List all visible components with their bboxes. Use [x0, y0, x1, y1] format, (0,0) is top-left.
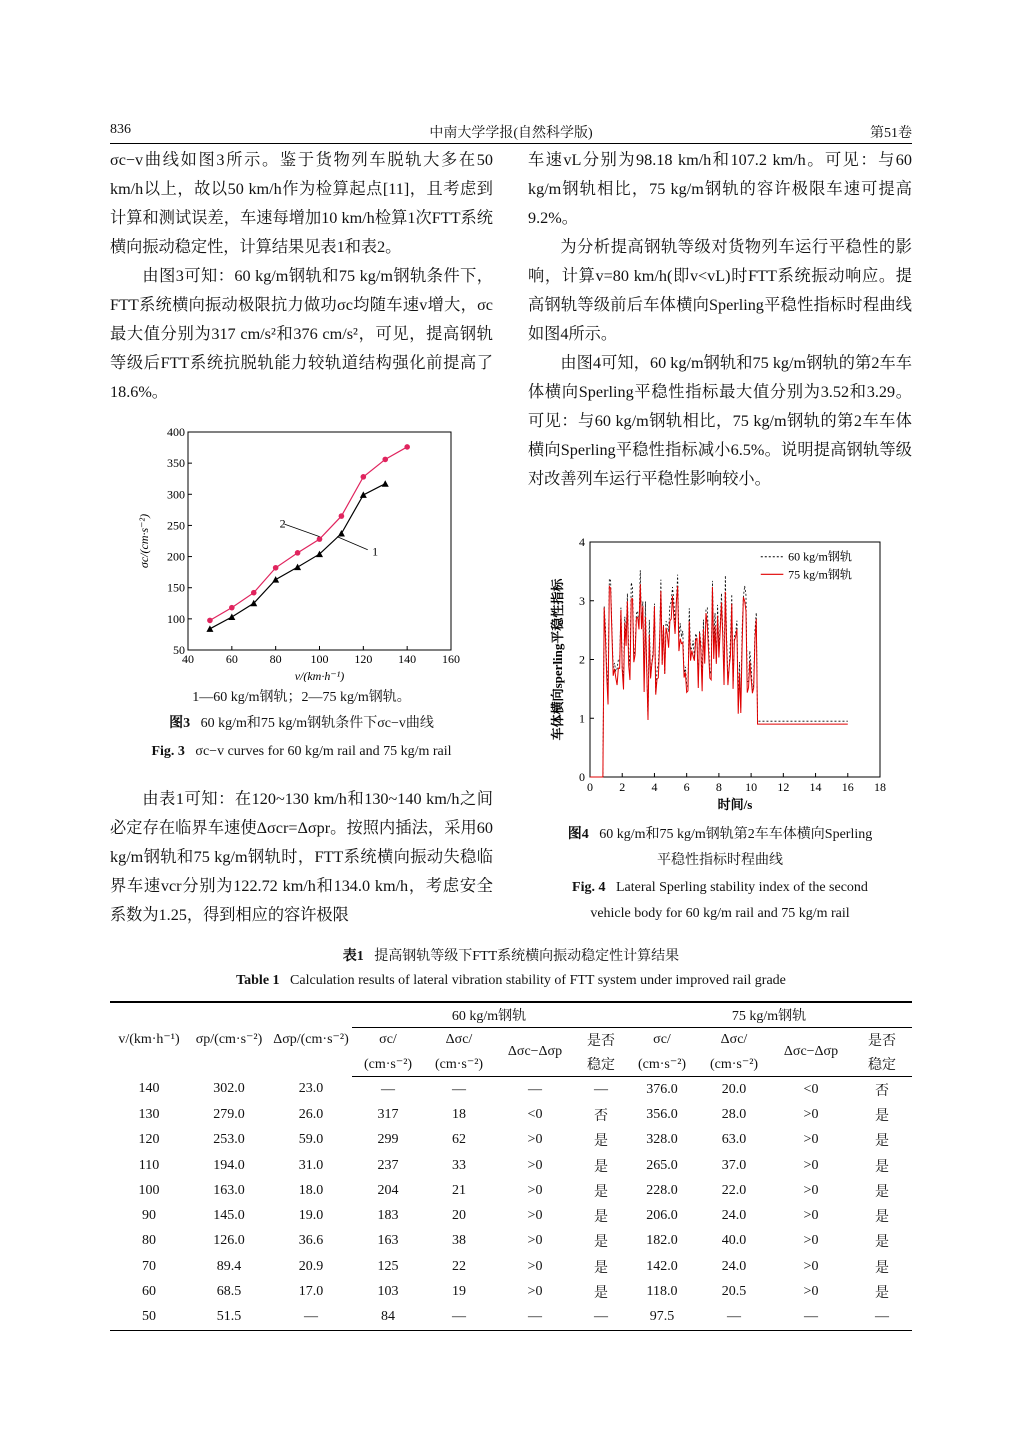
right-paragraph-2: 为分析提高钢轨等级对货物列车运行平稳性的影响，计算v=80 km/h(即v<vL)时FTT系统振动响应。提高钢轨等级前后车体横向Sperling平稳性指标时程曲线如图4所示。 [528, 238, 912, 343]
figure-4-caption-cn-text-2: 平稳性指标时程曲线 [657, 853, 783, 868]
y-tick-label: 250 [167, 518, 185, 533]
table-cell: 是 [875, 1184, 889, 1200]
table-1-caption-en [110, 973, 912, 989]
data-point [206, 625, 213, 632]
table-cell: 是 [875, 1260, 889, 1276]
table-cell: >0 [803, 1182, 819, 1198]
table-cell: <0 [803, 1081, 819, 1097]
table-1-caption-cn [110, 945, 912, 965]
header-group-75: 75 kg/m钢轨 [626, 1002, 912, 1028]
table-cell: 142.0 [646, 1258, 678, 1274]
left-column-top [110, 146, 493, 407]
table-cell: 20.5 [721, 1284, 747, 1300]
table-1-label-cn: 表1 [342, 949, 364, 964]
data-point [361, 474, 367, 480]
table-cell: >0 [527, 1258, 543, 1274]
running-header [110, 122, 912, 142]
table-cell: 是 [875, 1159, 889, 1175]
table-cell: 是 [594, 1134, 608, 1150]
table-row [110, 1229, 912, 1254]
left-column-bottom [110, 785, 493, 930]
x-tick-label: 100 [310, 652, 329, 666]
table-cell: 38 [452, 1233, 466, 1249]
figure-3-chart [130, 420, 475, 682]
table-cell: 37.0 [721, 1157, 747, 1173]
page-number: 836 [110, 122, 131, 137]
curve-label-2-leader [284, 524, 319, 536]
figure-4-chart [545, 532, 895, 820]
y-tick-label: 0 [579, 770, 585, 784]
x-tick-label: 0 [587, 780, 593, 794]
table-cell: 237 [377, 1157, 399, 1173]
table-cell: 60 [142, 1284, 156, 1300]
table-cell: 302.0 [213, 1081, 245, 1097]
header-stable-75-2: 稳定 [852, 1052, 912, 1077]
table-cell: 19.0 [298, 1208, 324, 1224]
x-tick-label: 8 [715, 780, 722, 794]
table-cell: 70 [142, 1258, 156, 1274]
header-delta-sigma-c-75: Δσc/ [720, 1032, 748, 1047]
left-paragraph-2: 由图3可知：60 kg/m钢轨和75 kg/m钢轨条件下，FTT系统横向振动极限抗力做功σc均随车速v增大，σc最大值分别为317 cm/s²和376 cm/s²，可见，提高钢轨等级后FTT系统抗脱轨能力较轨道结构强化前提高了18.6%。 [110, 267, 493, 401]
table-cell: 183 [377, 1208, 399, 1224]
x-tick-label: 18 [874, 780, 886, 794]
figure-4-caption-en-text-2: vehicle body for 60 kg/m rail and 75 kg/m rail [590, 906, 850, 921]
figure-4-caption-en-text-1: Lateral Sperling stability index of the second [616, 880, 868, 895]
header-v: v/(km·h⁻¹) [110, 1002, 188, 1077]
table-cell: 194.0 [213, 1157, 245, 1173]
table-cell: 24.0 [721, 1258, 747, 1274]
table-cell: >0 [803, 1284, 819, 1300]
table-cell: 是 [594, 1159, 608, 1175]
y-axis-label: 车体横向sperling平稳性指标 [550, 578, 565, 741]
y-tick-label: 50 [173, 643, 185, 657]
table-cell: 317 [377, 1106, 399, 1122]
figure-3-legend-note: 1—60 kg/m钢轨；2—75 kg/m钢轨。 [192, 690, 411, 705]
table-cell: 356.0 [646, 1106, 678, 1122]
y-tick-label: 400 [167, 425, 185, 439]
table-1-body [110, 1077, 912, 1331]
table-cell: 89.4 [216, 1258, 242, 1274]
x-tick-label: 2 [619, 780, 626, 794]
x-tick-label: 4 [651, 780, 658, 794]
series-75-line [590, 584, 848, 777]
table-cell: 63.0 [721, 1132, 747, 1148]
data-point [272, 576, 279, 583]
table-cell: 204 [377, 1182, 399, 1198]
table-cell: 125 [377, 1258, 399, 1274]
figure-3-label-en: Fig. 3 [151, 744, 185, 759]
table-cell: >0 [527, 1284, 543, 1300]
table-cell: 253.0 [213, 1132, 245, 1148]
journal-title: 中南大学学报(自然科学版) [429, 126, 593, 141]
table-cell: 80 [142, 1233, 156, 1249]
x-tick-label: 60 [225, 652, 238, 666]
table-cell: 33 [452, 1157, 466, 1173]
header-sigma-p: σp/(cm·s⁻²) [188, 1002, 270, 1077]
y-tick-label: 200 [167, 549, 185, 564]
x-tick-label: 80 [269, 652, 282, 666]
table-cell: — [852, 1305, 912, 1331]
legend-60-label: 60 kg/m钢轨 [788, 549, 852, 564]
figure-3-caption-en-text: σc−v curves for 60 kg/m rail and 75 kg/m rail [195, 744, 452, 759]
left-paragraph-3: 由表1可知：在120~130 km/h和130~140 km/h之间必定存在临界车速使Δσcr=Δσpr。按照内插法，采用60 kg/m钢轨和75 kg/m钢轨时，FTT系统横向振动失稳临界车速vcr分别为122.72 km/h和134.0 km/h，考虑安全系数为1.25，得到相应的容许极限 [110, 790, 493, 924]
table-cell: 是 [875, 1108, 889, 1124]
table-cell: 24.0 [721, 1208, 747, 1224]
x-tick-label: 16 [841, 780, 854, 794]
table-cell: <0 [527, 1106, 543, 1122]
table-cell: 145.0 [213, 1208, 245, 1224]
table-cell: 120 [138, 1132, 160, 1148]
table-cell: >0 [527, 1132, 543, 1148]
table-cell: 20 [452, 1208, 466, 1224]
data-point [339, 513, 345, 519]
y-tick-label: 100 [167, 611, 185, 626]
table-row [110, 1254, 912, 1279]
table-cell: >0 [527, 1157, 543, 1173]
data-point [382, 480, 389, 487]
header-delta-sigma-c-60: Δσc/ [445, 1032, 473, 1047]
figure-3-caption-en [110, 739, 493, 765]
table-cell: >0 [803, 1132, 819, 1148]
right-column-top [528, 146, 912, 494]
table-cell: 84 [352, 1305, 424, 1331]
data-point [360, 491, 367, 498]
table-cell: 40.0 [721, 1233, 747, 1249]
table-row [110, 1203, 912, 1228]
figure-3-label-cn: 图3 [169, 716, 191, 731]
table-cell: 118.0 [646, 1284, 678, 1300]
table-cell: >0 [527, 1182, 543, 1198]
table-cell: 22 [452, 1258, 466, 1274]
figure-4-caption-cn-text-1: 60 kg/m和75 kg/m钢轨第2车车体横向Sperling [599, 827, 873, 842]
table-1-label-en: Table 1 [236, 973, 280, 988]
table-cell: 62 [452, 1132, 466, 1148]
table-cell: 18.0 [298, 1182, 324, 1198]
table-cell: — [770, 1305, 852, 1331]
figure-4-label-en: Fig. 4 [572, 880, 606, 895]
table-1-caption-en-text: Calculation results of lateral vibration stability of FTT system under improved rail grade [290, 973, 786, 988]
table-cell: 是 [594, 1286, 608, 1302]
table-cell: 28.0 [721, 1106, 747, 1122]
header-diff-60: Δσc−Δσp [494, 1028, 576, 1077]
figure-4-caption-en [528, 875, 912, 927]
table-cell: >0 [803, 1157, 819, 1173]
table-cell: — [270, 1305, 352, 1331]
table-row [110, 1102, 912, 1127]
table-cell: 103 [377, 1284, 399, 1300]
table-row [110, 1305, 912, 1331]
y-tick-label: 2 [579, 652, 585, 667]
table-cell: 163.0 [213, 1182, 245, 1198]
table-cell: 26.0 [298, 1106, 324, 1122]
table-cell: >0 [803, 1208, 819, 1224]
table-cell: >0 [527, 1233, 543, 1249]
y-tick-label: 150 [167, 580, 185, 595]
header-stable-60: 是否 [587, 1034, 615, 1049]
table-cell: 是 [594, 1260, 608, 1276]
table-cell: 140 [138, 1081, 160, 1097]
table-1 [110, 1001, 912, 1331]
table-cell: 126.0 [213, 1233, 245, 1249]
left-paragraph-1: σc−v曲线如图3所示。鉴于货物列车脱轨大多在50 km/h以上，故以50 km/h作为检算起点[11]，且考虑到计算和测试误差，车速每增加10 km/h检算1次FTT系统横向振动稳定性，计算结果见表1和表2。 [110, 151, 493, 256]
table-cell: 31.0 [298, 1157, 324, 1173]
header-sigma-c-60: σc/ [379, 1032, 397, 1047]
table-cell: — [381, 1081, 395, 1097]
table-cell: 20.0 [721, 1081, 747, 1097]
table-cell: — [528, 1081, 542, 1097]
series-60-line [590, 570, 848, 777]
figure-3-caption-cn [110, 711, 493, 737]
header-group-60: 60 kg/m钢轨 [352, 1002, 626, 1028]
x-tick-label: 12 [777, 780, 790, 794]
header-diff-75: Δσc−Δσp [770, 1028, 852, 1077]
table-cell: 328.0 [646, 1132, 678, 1148]
data-point [404, 444, 410, 450]
table-row [110, 1153, 912, 1178]
data-point [382, 457, 388, 463]
table-cell: 163 [377, 1233, 399, 1249]
right-paragraph-1: 车速vL分别为98.18 km/h和107.2 km/h。可见：与60 kg/m钢轨相比，75 kg/m钢轨的容许极限车速可提高9.2%。 [528, 151, 912, 227]
y-axis-label: σc/(cm·s⁻²) [137, 513, 151, 569]
table-cell: — [424, 1305, 494, 1331]
y-tick-label: 350 [167, 456, 185, 471]
table-cell: 50 [110, 1305, 188, 1331]
table-cell: 228.0 [646, 1182, 678, 1198]
table-cell: 23.0 [298, 1081, 324, 1097]
curve-label-1-leader [337, 537, 368, 550]
data-point [317, 536, 323, 542]
figure-3-caption-cn-text: 60 kg/m和75 kg/m钢轨条件下σc−v曲线 [200, 716, 434, 731]
table-row [110, 1128, 912, 1153]
table-cell: 是 [875, 1134, 889, 1150]
x-tick-label: 160 [442, 652, 460, 666]
x-tick-label: 140 [398, 652, 417, 666]
table-cell: 265.0 [646, 1157, 678, 1173]
x-axis-label: v/(km·h⁻¹) [294, 669, 345, 682]
table-cell: — [576, 1305, 626, 1331]
figure-4-caption-cn [528, 822, 912, 874]
header-unit-sigma-c-60: (cm·s⁻²) [352, 1052, 424, 1077]
legend-75-label: 75 kg/m钢轨 [788, 567, 852, 582]
table-row [110, 1077, 912, 1103]
table-cell: 是 [875, 1210, 889, 1226]
table-cell: 110 [138, 1157, 160, 1173]
table-cell: 97.5 [626, 1305, 698, 1331]
table-cell: 22.0 [721, 1182, 747, 1198]
table-row [110, 1178, 912, 1203]
data-point [273, 565, 279, 571]
table-cell: 68.5 [216, 1284, 242, 1300]
header-sigma-c-75: σc/ [653, 1032, 671, 1047]
table-cell: 是 [594, 1184, 608, 1200]
header-stable-75: 是否 [868, 1034, 896, 1049]
table-cell: 否 [594, 1108, 608, 1124]
table-cell: — [452, 1081, 466, 1097]
table-cell: — [698, 1305, 770, 1331]
table-cell: 299 [377, 1132, 399, 1148]
table-cell: — [494, 1305, 576, 1331]
table-cell: >0 [803, 1258, 819, 1274]
y-tick-label: 3 [579, 593, 585, 608]
table-cell: 36.6 [298, 1233, 324, 1249]
data-point [251, 590, 257, 596]
y-tick-label: 300 [167, 487, 185, 502]
data-point [207, 618, 213, 624]
table-cell: 21 [452, 1182, 466, 1198]
table-cell: 182.0 [646, 1233, 678, 1249]
y-tick-label: 1 [579, 711, 585, 726]
header-stable-60-2: 稳定 [576, 1052, 626, 1077]
y-tick-label: 4 [579, 535, 585, 549]
table-cell: — [594, 1081, 608, 1097]
figure-4-label-cn: 图4 [567, 827, 589, 842]
table-cell: 90 [142, 1208, 156, 1224]
table-cell: 130 [138, 1106, 160, 1122]
table-cell: >0 [527, 1208, 543, 1224]
table-cell: 20.9 [298, 1258, 324, 1274]
x-tick-label: 10 [745, 780, 758, 794]
table-cell: 19 [452, 1284, 466, 1300]
table-cell: 376.0 [646, 1081, 678, 1097]
volume-label: 第51卷 [870, 126, 912, 141]
data-point [338, 530, 345, 537]
table-cell: 是 [875, 1235, 889, 1251]
table-cell: 100 [138, 1182, 160, 1198]
table-cell: 51.5 [188, 1305, 270, 1331]
x-axis-label: 时间/s [717, 797, 753, 812]
x-tick-label: 14 [809, 780, 822, 794]
x-tick-label: 6 [683, 780, 690, 794]
table-cell: >0 [803, 1233, 819, 1249]
data-point [228, 613, 235, 620]
x-tick-label: 120 [354, 652, 373, 666]
table-1-caption-cn-text: 提高钢轨等级下FTT系统横向振动稳定性计算结果 [374, 949, 680, 964]
data-point [229, 605, 235, 611]
table-row [110, 1279, 912, 1304]
header-delta-sigma-p: Δσp/(cm·s⁻²) [270, 1002, 352, 1077]
data-point [294, 564, 301, 571]
series-line-1 [210, 484, 385, 629]
header-unit-delta-sigma-c-60: (cm·s⁻²) [424, 1052, 494, 1077]
table-cell: 279.0 [213, 1106, 245, 1122]
x-tick-label: 40 [182, 652, 194, 666]
table-cell: 是 [594, 1210, 608, 1226]
header-unit-sigma-c-75: (cm·s⁻²) [626, 1052, 698, 1077]
data-point [295, 550, 301, 556]
curve-label-1: 1 [372, 544, 379, 559]
table-cell: 是 [875, 1286, 889, 1302]
curve-label-2: 2 [279, 516, 286, 531]
table-cell: 17.0 [298, 1284, 324, 1300]
table-cell: 是 [594, 1235, 608, 1251]
header-rule [110, 143, 912, 144]
right-paragraph-3: 由图4可知，60 kg/m钢轨和75 kg/m钢轨的第2车车体横向Sperling平稳性指标最大值分别为3.52和3.29。可见：与60 kg/m钢轨相比，75 kg/m钢轨的第2车车体横向Sperling平稳性指标减小6.5%。说明提高钢轨等级对改善列车运行平稳性影响较小。 [528, 354, 912, 488]
table-cell: 否 [875, 1083, 889, 1099]
header-unit-delta-sigma-c-75: (cm·s⁻²) [698, 1052, 770, 1077]
series-line-2 [210, 447, 407, 620]
table-cell: >0 [803, 1106, 819, 1122]
table-cell: 18 [452, 1106, 466, 1122]
table-cell: 59.0 [298, 1132, 324, 1148]
table-cell: 206.0 [646, 1208, 678, 1224]
